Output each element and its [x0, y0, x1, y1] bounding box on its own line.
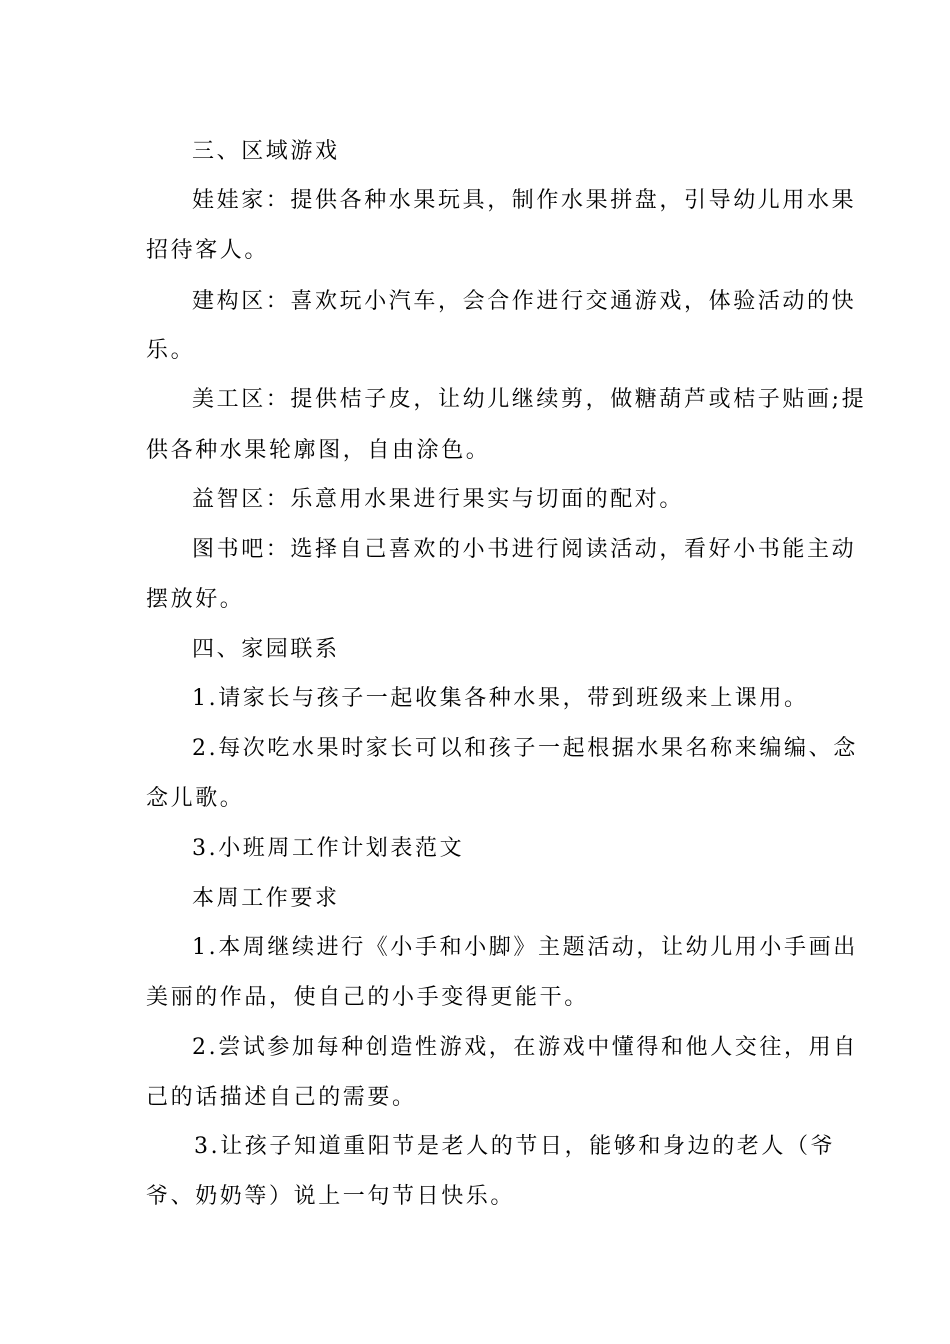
paragraph-construction-line-1: 建构区：喜欢玩小汽车，会合作进行交通游戏，体验活动的快: [192, 289, 857, 314]
list-item-1: 1.请家长与孩子一起收集各种水果，带到班级来上课用。: [192, 686, 809, 711]
requirement-3-line-2: 爷、奶奶等）说上一句节日快乐。: [146, 1184, 516, 1209]
paragraph-art-line-1: 美工区：提供桔子皮，让幼儿继续剪，做糖葫芦或桔子贴画;提: [192, 387, 867, 412]
requirement-1-line-2: 美丽的作品，使自己的小手变得更能干。: [146, 985, 589, 1010]
list-item-2-line-1: 2.每次吃水果时家长可以和孩子一起根据水果名称来编编、念: [192, 736, 858, 761]
section-heading-area-games: 三、区域游戏: [192, 139, 340, 164]
requirement-2-line-1: 2.尝试参加每种创造性游戏，在游戏中懂得和他人交往，用自: [192, 1035, 858, 1060]
section-heading-home-school: 四、家园联系: [192, 637, 340, 662]
section-heading-weekly-plan: 3.小班周工作计划表范文: [192, 836, 465, 861]
paragraph-puzzle: 益智区：乐意用水果进行果实与切面的配对。: [192, 487, 685, 512]
requirement-2-line-2: 己的话描述自己的需要。: [146, 1085, 417, 1110]
paragraph-library-line-1: 图书吧：选择自己喜欢的小书进行阅读活动，看好小书能主动: [192, 537, 857, 562]
paragraph-library-line-2: 摆放好。: [146, 587, 245, 612]
requirement-3-line-1: 3.让孩子知道重阳节是老人的节日，能够和身边的老人（爷: [194, 1134, 836, 1159]
paragraph-art-line-2: 供各种水果轮廓图，自由涂色。: [146, 438, 491, 463]
paragraph-construction-line-2: 乐。: [146, 338, 196, 363]
subheading-weekly-requirements: 本周工作要求: [192, 886, 340, 911]
paragraph-doll-house-line-2: 招待客人。: [146, 238, 270, 263]
list-item-2-line-2: 念儿歌。: [146, 786, 245, 811]
requirement-1-line-1: 1.本周继续进行《小手和小脚》主题活动，让幼儿用小手画出: [192, 935, 858, 960]
paragraph-doll-house-line-1: 娃娃家：提供各种水果玩具，制作水果拼盘，引导幼儿用水果: [192, 188, 857, 213]
